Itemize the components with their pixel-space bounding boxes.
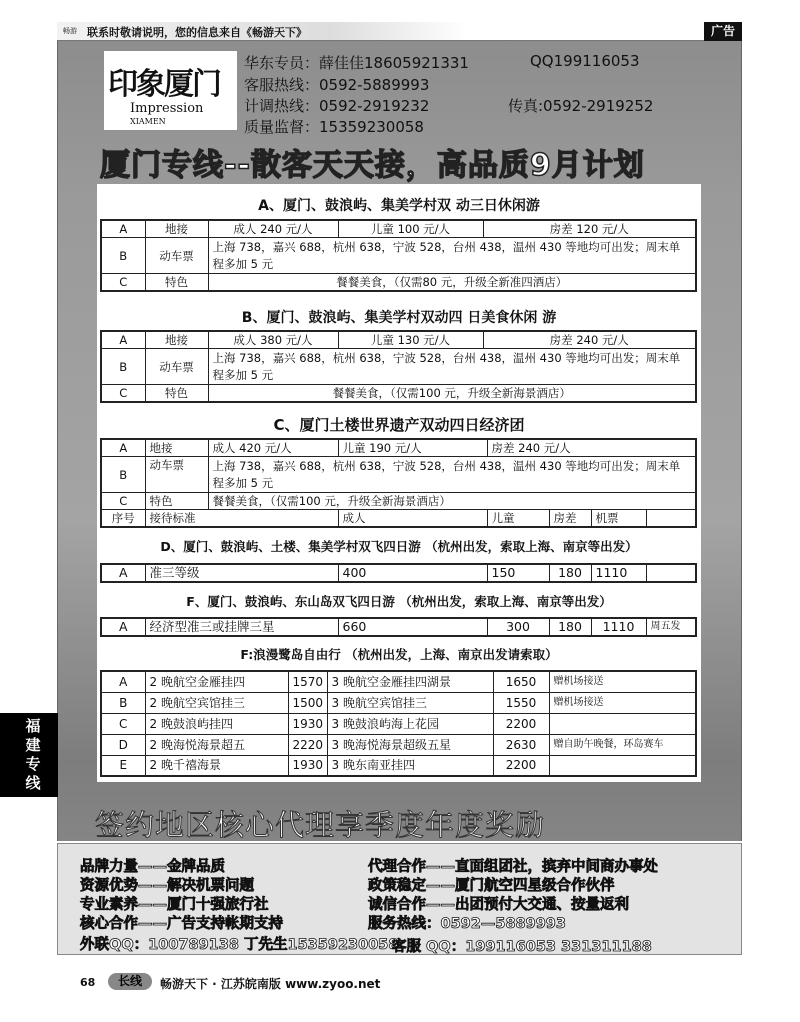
table-header-row (101, 510, 696, 528)
info-line: 品牌力量——金牌品质 (80, 859, 225, 875)
info-line: 诚信合作——出团预付大交通、按量返利 (368, 897, 629, 913)
cell: 2 晚航空金雁挂四 (145, 671, 288, 692)
logo-en: Impression (130, 101, 204, 116)
side-tab-char: 线 (25, 774, 41, 792)
info-line: 资源优势——解决机票问题 (80, 878, 254, 894)
cell: 动车票 (145, 457, 208, 493)
cell: 赠机场接送 (549, 692, 696, 713)
info-line: 服务热线：0592—5889993 (368, 916, 566, 932)
cell: 儿童 190 元/人 (338, 439, 487, 457)
info-line: 专业素养——厦门十强旅行社 (80, 897, 269, 913)
cell: 300 (487, 618, 549, 636)
table-row (101, 274, 696, 292)
table-row (101, 734, 696, 755)
cell: 2220 (288, 734, 327, 755)
cell: 2 晚鼓浪屿挂四 (145, 713, 288, 734)
section-d-table (100, 563, 697, 583)
table-row (101, 220, 696, 238)
info-service-qq: 客服 QQ：199116053 331311188 (392, 939, 652, 955)
cell: 儿童 100 元/人 (338, 220, 483, 238)
cell: 3 晚东南亚挂四 (327, 755, 493, 776)
free-travel-table (100, 670, 697, 777)
cell: 特色 (145, 385, 208, 403)
ad-badge: 广告 (704, 22, 742, 41)
cell: 动车票 (145, 238, 208, 274)
cell: C (101, 385, 145, 403)
section-f-title: F、厦门、鼓浪屿、东山岛双飞四日游 （杭州出发，索取上海、南京等出发） (186, 594, 612, 609)
cell: 上海 738，嘉兴 688，杭州 638，宁波 528，台州 438，温州 430 等地均可出发；周末单程多加 5 元 (208, 457, 696, 493)
section-c-table (100, 438, 697, 528)
cell: 餐餐美食，（仅需100 元，升级全新海景酒店） (208, 385, 696, 403)
cell: 成人 240 元/人 (208, 220, 338, 238)
cell: 房差 240 元/人 (487, 439, 696, 457)
magazine-name: 畅游天下 · 江苏皖南版 www.zyoo.net (160, 977, 381, 991)
cell: 上海 738，嘉兴 688，杭州 638，宁波 528，台州 438，温州 430 等地均可出发；周末单程多加 5 元 (208, 238, 696, 274)
info-line: 核心合作——广告支持帐期支持 (80, 916, 283, 932)
cell: 3 晚航空金雁挂四湖景 (327, 671, 493, 692)
cell: 1930 (288, 755, 327, 776)
table-row (101, 671, 696, 692)
table-row (101, 238, 696, 274)
section-free-travel-title: F:浪漫鹭岛自由行 （杭州出发，上海、南京出发请索取） (240, 647, 558, 662)
cell (549, 713, 696, 734)
section-b-title: B、厦门、鼓浪屿、集美学村双动四 日美食休闲 游 (241, 310, 557, 326)
table-row (101, 755, 696, 776)
cell: E (101, 755, 145, 776)
section-c-title: C、厦门土楼世界遗产双动四日经济团 (273, 416, 525, 434)
table-row (101, 349, 696, 385)
cell (549, 755, 696, 776)
header-cell (646, 510, 696, 528)
cell: 特色 (145, 493, 208, 510)
cell: 660 (338, 618, 487, 636)
cell: C (101, 493, 145, 510)
cell: 2 晚千禧海景 (145, 755, 288, 776)
contact-dispatch: 计调热线：0592-2919232 (244, 97, 430, 115)
cell: A (101, 331, 145, 349)
header-cell: 序号 (101, 510, 145, 528)
section-pill: 长线 (108, 973, 152, 990)
cell: 特色 (145, 274, 208, 292)
slogan: 厦门专线--散客天天接，高品质9月计划 (100, 148, 645, 183)
contact-east: 华东专员：薛佳佳18605921331 (244, 54, 469, 72)
page-number: 68 (80, 976, 96, 989)
cell: 成人 380 元/人 (208, 331, 338, 349)
cell: 动车票 (145, 349, 208, 385)
contact-quality: 质量监督：15359230058 (244, 118, 424, 136)
impression-xiamen-logo (104, 51, 237, 130)
cell: 180 (549, 618, 591, 636)
table-row (101, 331, 696, 349)
cell: A (101, 671, 145, 692)
table-row (101, 493, 696, 510)
cell: 2200 (493, 755, 549, 776)
cell: A (101, 439, 145, 457)
cell: 3 晚海悦海景超级五星 (327, 734, 493, 755)
cell: 150 (487, 564, 549, 582)
cell (646, 564, 696, 582)
reward-banner: 签约地区核心代理享季度年度奖励 (95, 808, 546, 842)
info-line: 政策稳定——厦门航空四星级合作伙伴 (368, 878, 615, 894)
cell: 1110 (591, 564, 646, 582)
cell: 上海 738，嘉兴 688，杭州 638，宁波 528，台州 438，温州 430 等地均可出发；周末单程多加 5 元 (208, 349, 696, 385)
side-tab-fujian-line (0, 713, 58, 797)
header-cell: 机票 (591, 510, 646, 528)
cell: 赠自助午晚餐，环岛赛车 (549, 734, 696, 755)
table-row (101, 713, 696, 734)
header-strip (57, 22, 742, 41)
cell: 3 晚鼓浪屿海上花园 (327, 713, 493, 734)
cell: 400 (338, 564, 487, 582)
logo-en2: XIAMEN (130, 117, 166, 126)
table-row (101, 385, 696, 403)
table-row (101, 439, 696, 457)
cell: 2630 (493, 734, 549, 755)
section-b-table (100, 330, 697, 403)
side-tab-char: 建 (25, 736, 41, 754)
cell: 1930 (288, 713, 327, 734)
cell: 周五发 (646, 618, 696, 636)
cell: 2 晚海悦海景超五 (145, 734, 288, 755)
cell: 2200 (493, 713, 549, 734)
contact-qq: QQ199116053 (530, 52, 640, 70)
cell: 1650 (493, 671, 549, 692)
magazine-logo: 畅游 (63, 27, 77, 35)
contact-fax: 传真:0592-2919252 (508, 97, 654, 115)
cell: B (101, 457, 145, 493)
cell: 180 (549, 564, 591, 582)
cell: 地接 (145, 331, 208, 349)
table-row (101, 618, 696, 636)
cell: 地接 (145, 439, 208, 457)
header-cell: 成人 (338, 510, 487, 528)
cell: 餐餐美食，（仅需80 元，升级全新准四酒店） (208, 274, 696, 292)
info-contact-qq: 外联QQ：100789138 丁先生15359230058 (80, 937, 399, 953)
logo-cn: 印象厦门 (108, 67, 220, 102)
cell: 成人 420 元/人 (208, 439, 338, 457)
cell: B (101, 692, 145, 713)
cell: C (101, 274, 145, 292)
cell: C (101, 713, 145, 734)
cell: 经济型准三或挂牌三星 (145, 618, 338, 636)
cell: A (101, 618, 145, 636)
section-a-table (100, 219, 697, 292)
cell: B (101, 349, 145, 385)
cell: 房差 120 元/人 (483, 220, 696, 238)
cell: 地接 (145, 220, 208, 238)
cell: 儿童 130 元/人 (338, 331, 483, 349)
cell: B (101, 238, 145, 274)
cell: 房差 240 元/人 (483, 331, 696, 349)
info-line: 代理合作——直面组团社，摈弃中间商办事处 (368, 859, 658, 875)
header-note: 联系时敬请说明，您的信息来自《畅游天下》 (87, 26, 307, 39)
cell: 2 晚航空宾馆挂三 (145, 692, 288, 713)
section-f-table (100, 617, 697, 637)
header-cell: 房差 (549, 510, 591, 528)
table-row (101, 692, 696, 713)
side-tab-char: 福 (25, 717, 41, 735)
cell: 赠机场接送 (549, 671, 696, 692)
cell: 3 晚航空宾馆挂三 (327, 692, 493, 713)
cell: D (101, 734, 145, 755)
cell: 准三等级 (145, 564, 338, 582)
cell: 1110 (591, 618, 646, 636)
cell: 1570 (288, 671, 327, 692)
table-row (101, 457, 696, 493)
header-cell: 儿童 (487, 510, 549, 528)
section-a-title: A、厦门、鼓浪屿、集美学村双 动三日休闲游 (258, 198, 540, 214)
header-cell: 接待标准 (145, 510, 338, 528)
cell: 1500 (288, 692, 327, 713)
section-d-title: D、厦门、鼓浪屿、土楼、集美学村双飞四日游 （杭州出发，索取上海、南京等出发） (160, 539, 638, 554)
cell: 餐餐美食，（仅需100 元，升级全新海景酒店） (208, 493, 696, 510)
cell: A (101, 220, 145, 238)
table-row (101, 564, 696, 582)
cell: 1550 (493, 692, 549, 713)
side-tab-char: 专 (25, 755, 41, 773)
cell: A (101, 564, 145, 582)
contact-service: 客服热线：0592-5889993 (244, 76, 430, 94)
